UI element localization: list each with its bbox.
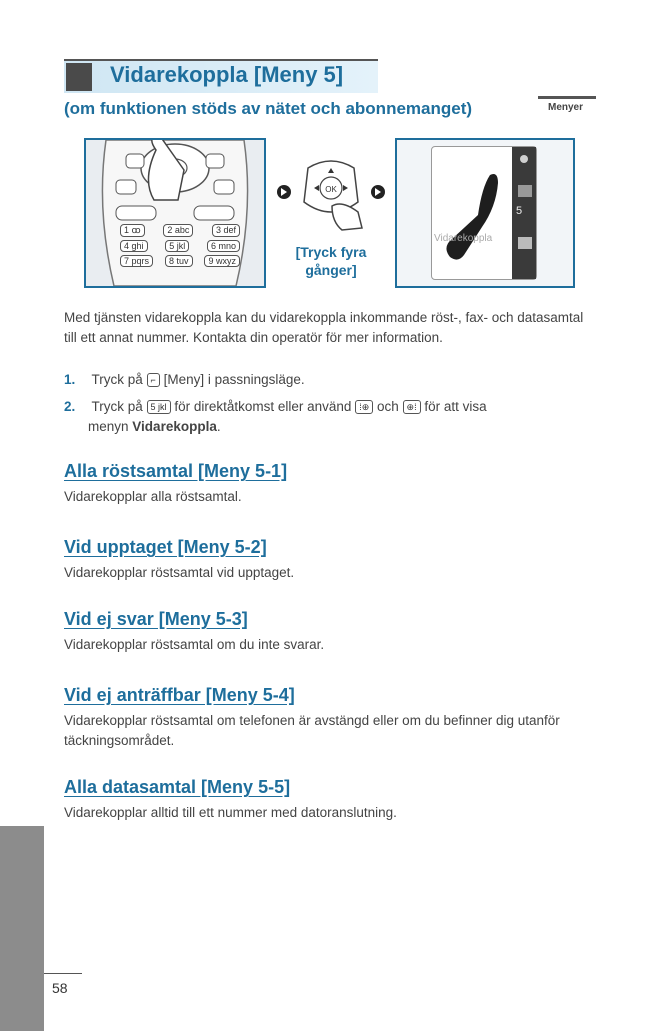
section-body-5-5: Vidarekopplar alltid till ett nummer med datoranslutning.	[64, 805, 397, 820]
figure-caption-line1: [Tryck fyra	[295, 244, 367, 260]
key-7: 7 pqrs	[120, 255, 153, 267]
keypad-illustration	[84, 138, 266, 288]
step-2-line2-before: menyn	[88, 419, 129, 434]
section-body-5-3: Vidarekopplar röstsamtal om du inte svarar.	[64, 637, 325, 652]
key-4: 4 ghi	[120, 240, 148, 252]
section-tab-label: Menyer	[548, 102, 584, 113]
nav-key-illustration	[272, 138, 390, 238]
step-2-menu-name: Vidarekoppla	[132, 419, 217, 434]
step-2-middle: för direktåtkomst eller använd	[174, 399, 352, 414]
screen-menu-label: Vidarekoppla	[434, 233, 493, 244]
step-1	[64, 370, 584, 390]
section-title-5-2: Vid upptaget [Meny 5-2]	[64, 537, 267, 557]
step-2-number: 2.	[64, 399, 76, 414]
step-2-and: och	[377, 399, 399, 414]
step-1-after: [Meny] i passningsläge.	[163, 372, 305, 387]
section-body-5-2: Vidarekopplar röstsamtal vid upptaget.	[64, 565, 295, 580]
step-2-line2-after: .	[216, 419, 221, 434]
page-subtitle: (om funktionen stöds av nätet och abonnemanget)	[64, 99, 473, 118]
step-1-number: 1.	[64, 372, 76, 387]
side-thumb-tab	[0, 826, 44, 1031]
section-title-5-3: Vid ej svar [Meny 5-3]	[64, 609, 248, 629]
step-1-before: Tryck på	[91, 372, 143, 387]
screen-display	[431, 146, 537, 280]
key-6: 6 mno	[207, 240, 240, 252]
key-5: 5 jkl	[165, 240, 189, 252]
step-2-before: Tryck på	[91, 399, 143, 414]
screen-menu-number: 5	[516, 205, 523, 217]
section-title-5-4: Vid ej anträffbar [Meny 5-4]	[64, 685, 295, 705]
key-3: 3 def	[212, 224, 240, 237]
step-2-line2	[88, 417, 588, 437]
figure-caption-line2: gånger]	[305, 262, 357, 278]
section-title-5-5: Alla datasamtal [Meny 5-5]	[64, 777, 291, 797]
section-tab-rule	[538, 96, 596, 99]
section-body-5-1: Vidarekopplar alla röstsamtal.	[64, 489, 242, 504]
phone-screen-illustration	[395, 138, 575, 288]
key-9: 9 wxyz	[204, 255, 240, 267]
page-title: Vidarekoppla [Meny 5]	[110, 62, 344, 87]
page-number-rule	[44, 973, 82, 974]
navigation-key-icon	[272, 138, 390, 238]
figure-caption	[272, 243, 390, 279]
menu-softkey-icon: ⌐	[147, 373, 160, 387]
nav-right-icon: ⊕⁞	[403, 400, 421, 414]
intro-paragraph: Med tjänsten vidarekoppla kan du vidarekoppla inkommande röst-, fax- och datasamtal till ett annat nummer. Kontakta din operatör för mer information.	[64, 310, 584, 345]
section-title-5-1: Alla röstsamtal [Meny 5-1]	[64, 461, 288, 481]
step-2	[64, 397, 584, 417]
keypad-key-grid	[120, 224, 240, 267]
key-8: 8 tuv	[165, 255, 193, 267]
key-5-icon: 5 jkl	[147, 400, 171, 414]
key-1: 1 ꝏ	[120, 224, 145, 237]
step-2-after: för att visa	[424, 399, 487, 414]
section-body-5-4: Vidarekopplar röstsamtal om telefonen är avstängd eller om du befinner dig utanför täckningsområdet.	[64, 713, 560, 748]
key-2: 2 abc	[163, 224, 193, 237]
nav-left-icon: ⁞⊕	[355, 400, 373, 414]
chapter-marker-square	[66, 63, 92, 91]
nav-ok-label: OK	[325, 185, 337, 194]
page-number: 58	[52, 980, 68, 996]
